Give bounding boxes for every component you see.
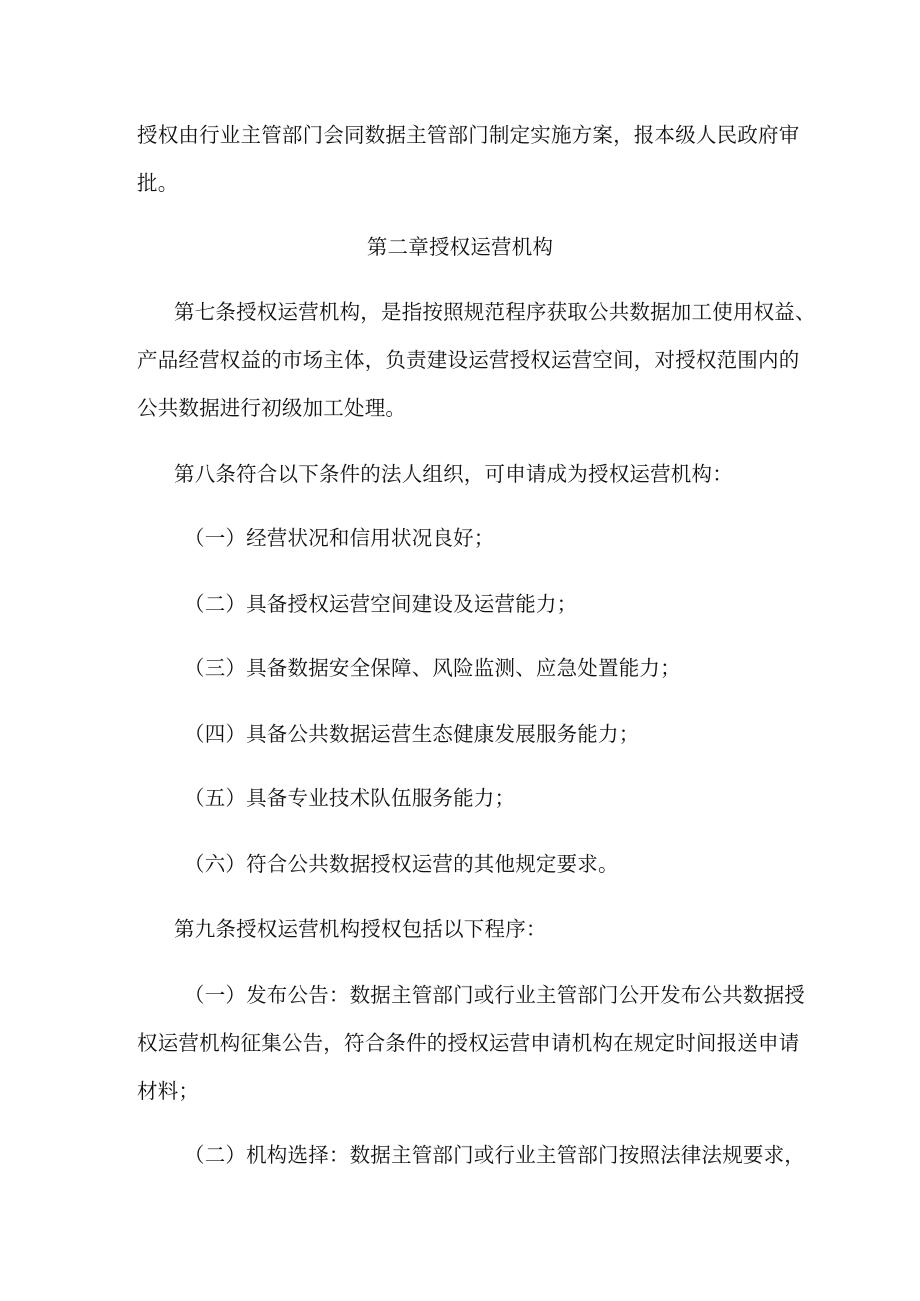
article-7-line: 产品经营权益的市场主体，负责建设运营授权运营空间，对授权范围内的 <box>137 348 800 372</box>
list-item: （一）经营状况和信用状况良好； <box>184 526 495 550</box>
article-7-line: 第七条授权运营机构，是指按照规范程序获取公共数据加工使用权益、 <box>174 300 816 324</box>
list-item: （二）具备授权运营空间建设及运营能力； <box>184 592 578 616</box>
list-item: （一）发布公告：数据主管部门或行业主管部门公开发布公共数据授 <box>184 983 805 1007</box>
list-item: （六）符合公共数据授权运营的其他规定要求。 <box>184 852 619 876</box>
list-item: （五）具备专业技术队伍服务能力； <box>184 786 516 810</box>
paragraph-line: 授权由行业主管部门会同数据主管部门制定实施方案，报本级人民政府审 <box>137 123 800 147</box>
article-9-line: 第九条授权运营机构授权包括以下程序： <box>174 917 547 941</box>
list-item-continuation: 材料； <box>137 1079 200 1103</box>
list-item: （四）具备公共数据运营生态健康发展服务能力； <box>184 722 640 746</box>
article-8-line: 第八条符合以下条件的法人组织，可申请成为授权运营机构： <box>174 462 733 486</box>
paragraph-line: 批。 <box>137 171 179 195</box>
list-item-continuation: 权运营机构征集公告，符合条件的授权运营申请机构在规定时间报送申请 <box>137 1031 800 1055</box>
list-item: （二）机构选择：数据主管部门或行业主管部门按照法律法规要求， <box>184 1143 805 1167</box>
article-7-line: 公共数据进行初级加工处理。 <box>137 396 407 420</box>
chapter-heading: 第二章授权运营机构 <box>366 235 554 259</box>
list-item: （三）具备数据安全保障、风险监测、应急处置能力； <box>184 656 681 680</box>
